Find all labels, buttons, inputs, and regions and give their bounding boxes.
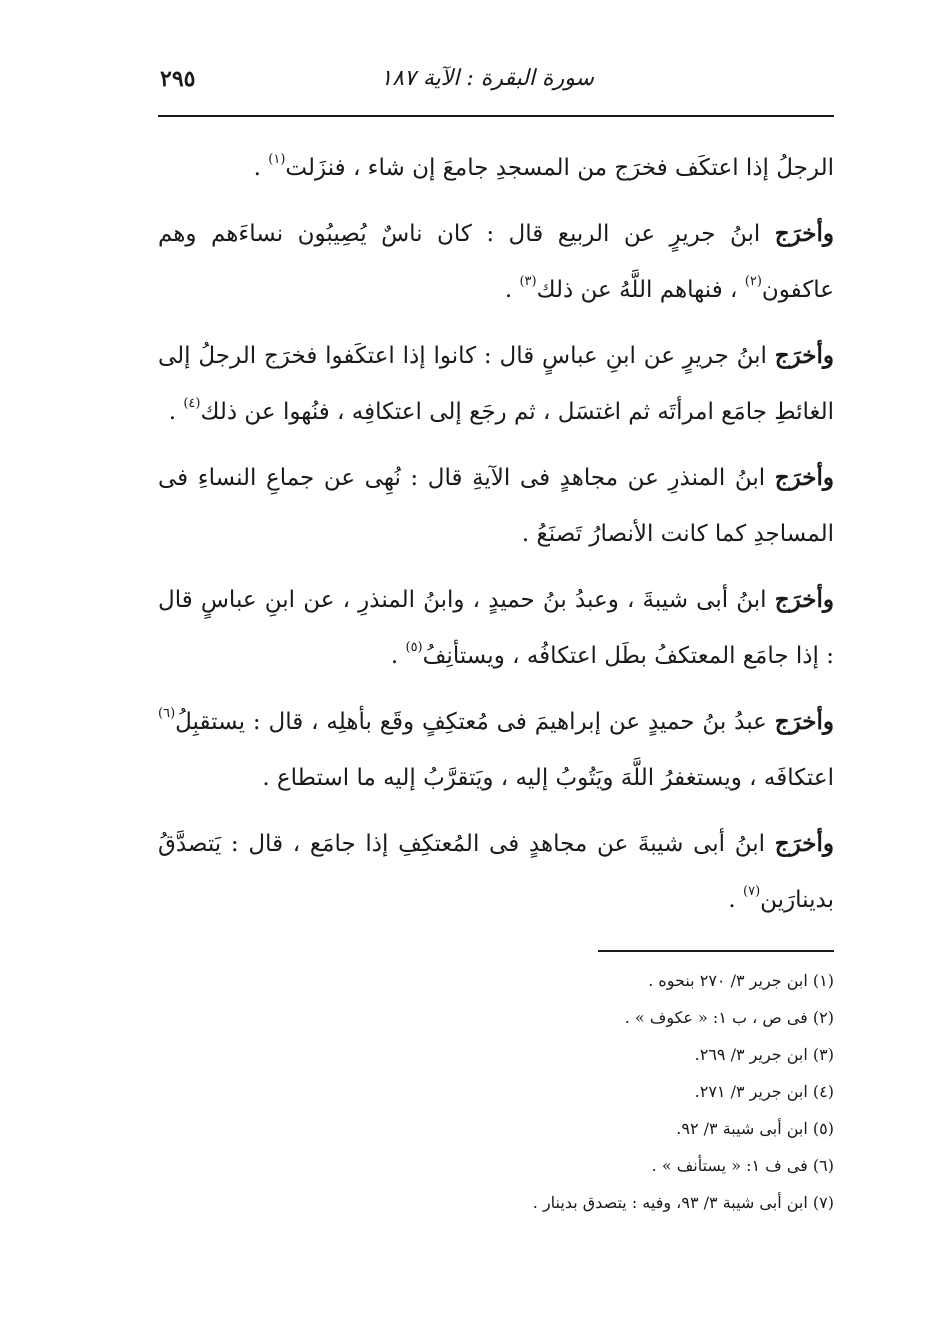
page-number: ٢٩٥ [160, 66, 196, 92]
footnote-ref: (٢) [744, 274, 762, 289]
paragraph [158, 816, 834, 928]
paragraph-text: عبدُ بنُ حميدٍ عن إبراهيمَ فى مُعتكِفٍ وقَع بأهلِه ، قال : يستقبِلُ [175, 709, 775, 735]
footnote-ref: (٦) [158, 706, 176, 721]
paragraph-tail: . [390, 643, 406, 669]
paragraph-text: ابنُ جريرٍ عن ابنِ عباسٍ قال : كانوا إذا اعتكَفوا فخرَج الرجلُ إلى الغائطِ جامَع امرأتَه ثم اغتسَل ، ثم رجَع إلى اعتكافِه ، فنُهوا عن ذلك [158, 343, 834, 425]
footnote-ref: (٤) [183, 396, 201, 411]
paragraph-lead: وأخرَج [774, 342, 834, 369]
footnote: (٥) ابن أبى شيبة ٣/ ٩٢. [676, 1119, 834, 1138]
paragraph-lead: وأخرَج [774, 708, 834, 735]
paragraph-tail: . [728, 887, 744, 913]
paragraph-lead: وأخرَج [774, 830, 834, 857]
footnote-ref: (١) [268, 152, 286, 167]
footnote-ref: (٧) [743, 884, 761, 899]
paragraph-lead: وأخرَج [774, 464, 834, 491]
footnote: (٢) فى ص ، ب ١: « عكوف » . [624, 1008, 834, 1027]
paragraph-tail: . [168, 399, 184, 425]
footnotes [158, 962, 834, 1221]
paragraph-text: ابنُ جريرٍ عن الربيع قال : كان ناسٌ يُصِيبُون نساءَهم وهم عاكفون [158, 221, 834, 303]
paragraph [158, 206, 834, 318]
paragraph-tail: . [504, 277, 520, 303]
paragraph-text: ابنُ المنذرِ عن مجاهدٍ فى الآيةِ قال : نُهِى عن جماعِ النساءِ فى المساجدِ كما كانت الأنصارُ تَصنَعُ . [158, 465, 834, 547]
footnote: (٤) ابن جرير ٣/ ٢٧١. [694, 1082, 834, 1101]
paragraph [158, 328, 834, 440]
header-rule [158, 115, 834, 117]
paragraph-tail: . [253, 155, 269, 181]
paragraph-text: ابنُ أبى شيبةَ عن مجاهدٍ فى المُعتكِفِ إذا جامَع ، قال : يَتصدَّقُ بدينارَين [158, 831, 834, 913]
main-text [158, 140, 834, 938]
paragraph [158, 450, 834, 562]
paragraph [158, 572, 834, 684]
footnote: (١) ابن جرير ٣/ ٢٧٠ بنحوه . [648, 971, 834, 990]
paragraph-text: ابنُ أبى شيبةَ ، وعبدُ بنُ حميدٍ ، وابنُ المنذرِ ، عن ابنِ عباسٍ قال : إذا جامَع المعتكفُ بطَل اعتكافُه ، ويستأنِفُ [158, 587, 834, 669]
footnote: (٣) ابن جرير ٣/ ٢٦٩. [694, 1045, 834, 1064]
footnote-ref: (٥) [405, 640, 423, 655]
paragraph-lead: وأخرَج [774, 220, 834, 247]
page-header [158, 62, 834, 106]
footnote-ref: (٣) [519, 274, 537, 289]
paragraph [158, 140, 834, 196]
footnote-rule [598, 950, 834, 952]
paragraph-tail: اعتكافَه ، ويستغفرُ اللَّهَ ويَتُوبُ إليه ، ويَتقرَّبُ إليه ما استطاع . [262, 765, 834, 791]
paragraph [158, 694, 834, 806]
paragraph-text: الرجلُ إذا اعتكَف فخرَج من المسجدِ جامعَ إن شاء ، فنزَلت [285, 155, 834, 181]
running-title: سورة البقرة : الآية ١٨٧ [380, 66, 594, 91]
footnote: (٦) فى ف ١: « يستأنف » . [651, 1156, 834, 1175]
paragraph-tail: ، فنهاهم اللَّهُ عن ذلك [536, 277, 745, 303]
paragraph-lead: وأخرَج [774, 586, 834, 613]
footnote: (٧) ابن أبى شيبة ٣/ ٩٣، وفيه : يتصدق بدينار . [532, 1193, 834, 1212]
